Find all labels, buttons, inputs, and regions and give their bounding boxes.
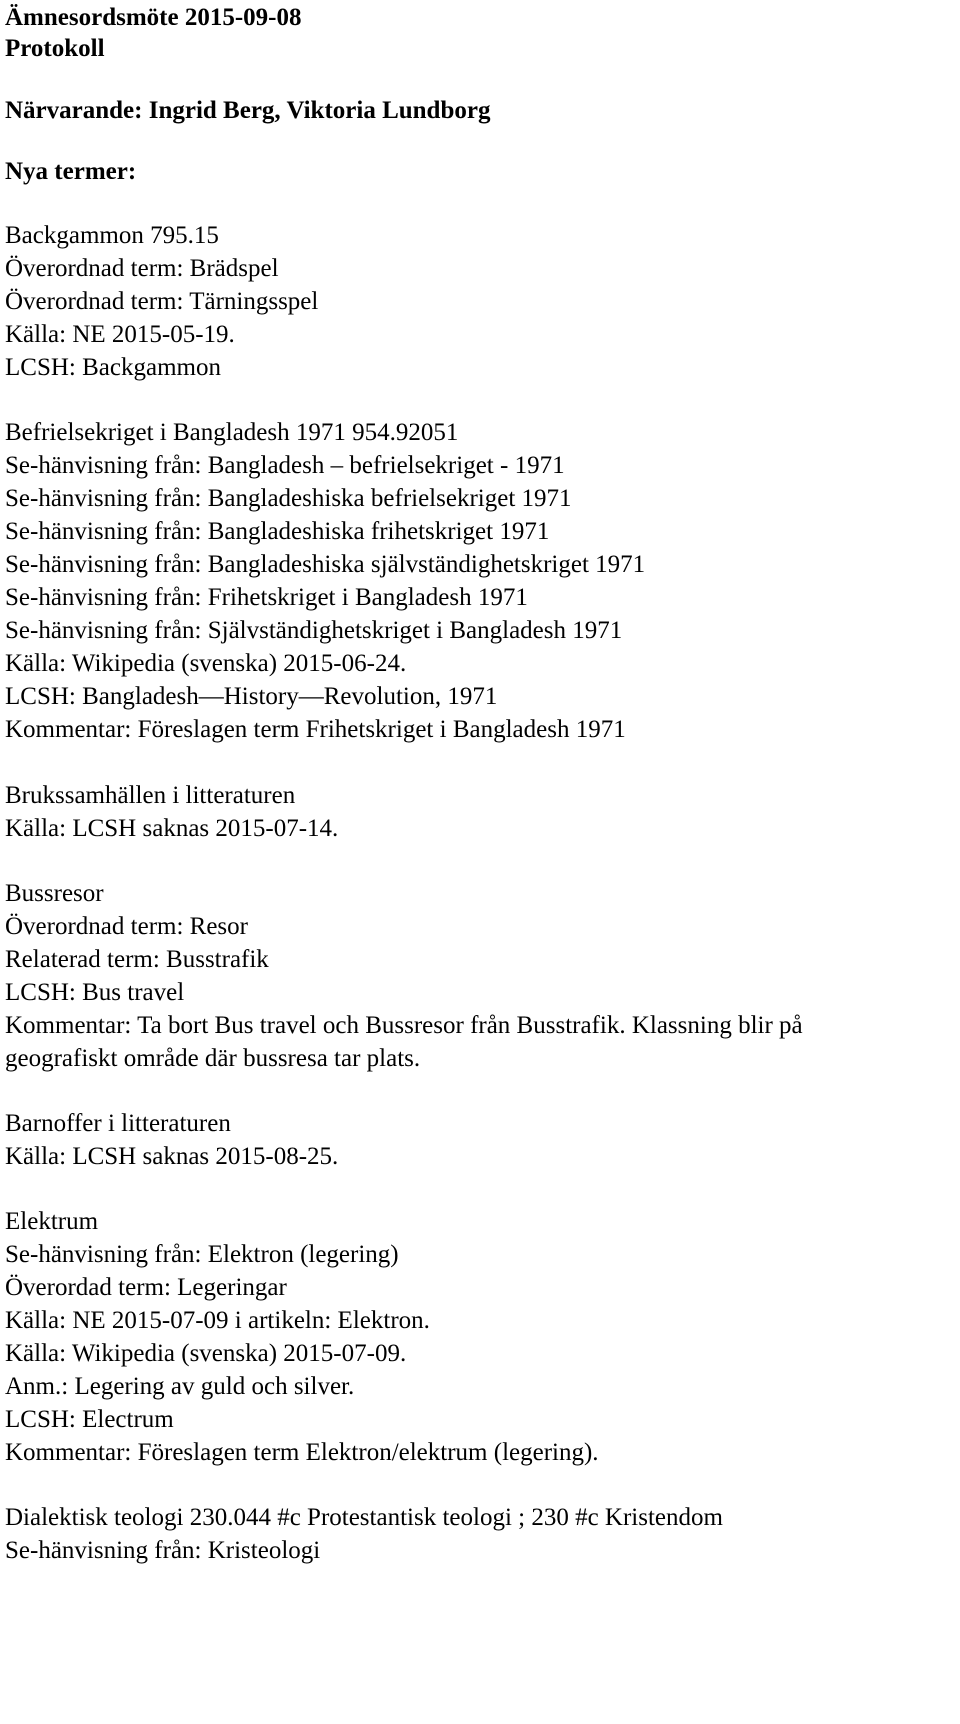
term-line: Överordnad term: Tärningsspel xyxy=(5,288,319,315)
term-line: Överordnad term: Brädspel xyxy=(5,255,279,282)
term-line: geografiskt område där bussresa tar plats. xyxy=(5,1045,421,1072)
term-line: LCSH: Electrum xyxy=(5,1406,174,1433)
term-line: Se-hänvisning från: Självständighetskriget i Bangladesh 1971 xyxy=(5,617,623,644)
term-line: Kommentar: Ta bort Bus travel och Bussresor från Busstrafik. Klassning blir på xyxy=(5,1012,803,1039)
term-line: Källa: NE 2015-05-19. xyxy=(5,321,235,348)
term-line: Källa: NE 2015-07-09 i artikeln: Elektron. xyxy=(5,1307,430,1334)
term-line: Se-hänvisning från: Bangladeshiska befrielsekriget 1971 xyxy=(5,485,572,512)
term-line: Överordad term: Legeringar xyxy=(5,1274,287,1301)
term-line: Se-hänvisning från: Bangladesh – befrielsekriget - 1971 xyxy=(5,452,565,479)
term-line: Se-hänvisning från: Elektron (legering) xyxy=(5,1241,399,1268)
document-title: Ämnesordsmöte 2015-09-08 xyxy=(5,4,302,31)
term-line: Se-hänvisning från: Frihetskriget i Bangladesh 1971 xyxy=(5,584,528,611)
term-heading-barnoffer: Barnoffer i litteraturen xyxy=(5,1110,231,1137)
term-heading-backgammon: Backgammon 795.15 xyxy=(5,222,219,249)
term-line: Kommentar: Föreslagen term Frihetskriget i Bangladesh 1971 xyxy=(5,716,626,743)
term-line: Kommentar: Föreslagen term Elektron/elektrum (legering). xyxy=(5,1439,599,1466)
term-line: LCSH: Bus travel xyxy=(5,979,185,1006)
term-line: Källa: Wikipedia (svenska) 2015-06-24. xyxy=(5,650,407,677)
term-line: Relaterad term: Busstrafik xyxy=(5,946,269,973)
term-line: LCSH: Bangladesh—History—Revolution, 1971 xyxy=(5,683,498,710)
term-line: Se-hänvisning från: Kristeologi xyxy=(5,1537,321,1564)
term-heading-elektrum: Elektrum xyxy=(5,1208,99,1235)
term-line: Källa: LCSH saknas 2015-08-25. xyxy=(5,1143,339,1170)
term-heading-dialektisk-teologi: Dialektisk teologi 230.044 #c Protestantisk teologi ; 230 #c Kristendom xyxy=(5,1504,723,1531)
term-heading-bussresor: Bussresor xyxy=(5,880,104,907)
term-line: LCSH: Backgammon xyxy=(5,354,221,381)
document-subtitle: Protokoll xyxy=(5,35,105,62)
term-line: Se-hänvisning från: Bangladeshiska frihetskriget 1971 xyxy=(5,518,550,545)
term-line: Källa: LCSH saknas 2015-07-14. xyxy=(5,815,339,842)
term-heading-brukssamhallen: Brukssamhällen i litteraturen xyxy=(5,782,296,809)
term-line: Överordnad term: Resor xyxy=(5,913,248,940)
new-terms-heading: Nya termer: xyxy=(5,158,137,185)
term-line: Se-hänvisning från: Bangladeshiska självständighetskriget 1971 xyxy=(5,551,646,578)
attendees-line: Närvarande: Ingrid Berg, Viktoria Lundborg xyxy=(5,97,491,124)
term-line: Källa: Wikipedia (svenska) 2015-07-09. xyxy=(5,1340,407,1367)
term-line: Anm.: Legering av guld och silver. xyxy=(5,1373,355,1400)
term-heading-befrielsekriget: Befrielsekriget i Bangladesh 1971 954.92051 xyxy=(5,419,459,446)
